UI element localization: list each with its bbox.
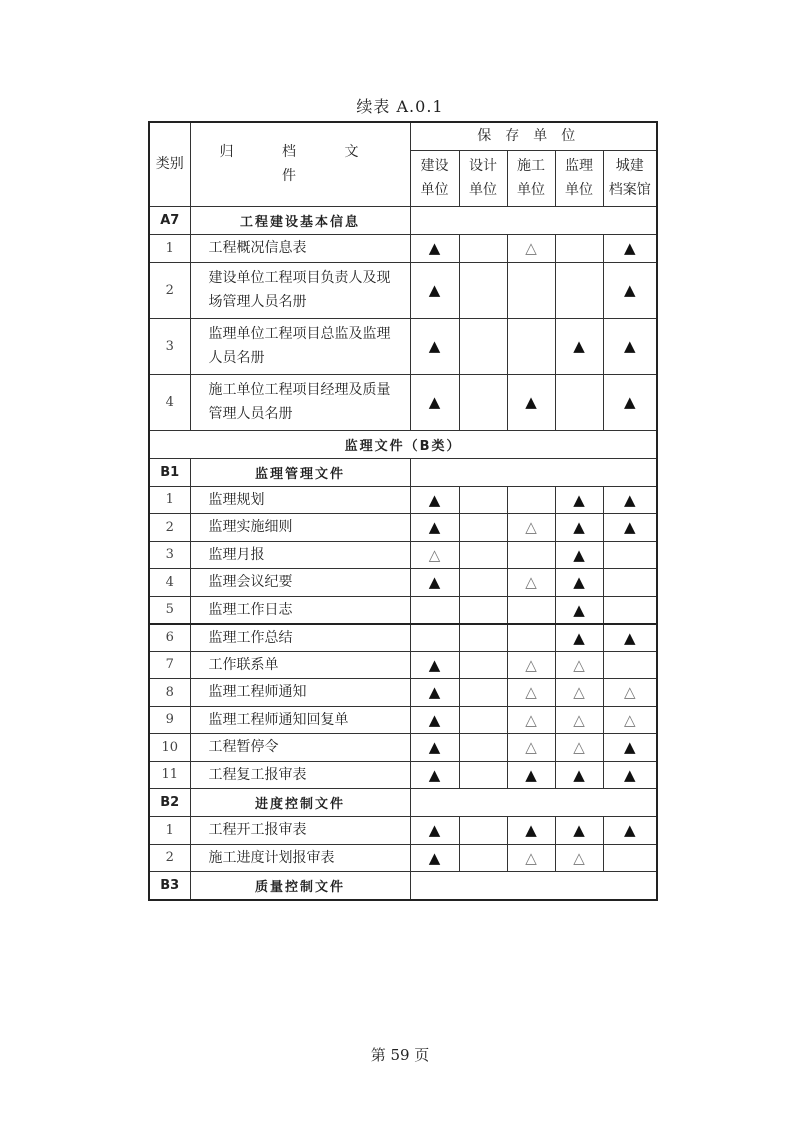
row-mark-3: ▲ [555, 817, 603, 845]
row-number: 4 [149, 569, 190, 597]
row-mark-3: ▲ [555, 514, 603, 542]
row-mark-1 [459, 374, 507, 430]
row-mark-1 [459, 234, 507, 262]
row-mark-1 [459, 318, 507, 374]
row-document-name: 工程暂停令 [190, 734, 410, 762]
row-mark-3: ▲ [555, 624, 603, 652]
row-mark-0: ▲ [410, 651, 459, 679]
row-mark-2: △ [507, 844, 555, 872]
section-row [149, 458, 657, 486]
header-category: 类别 [149, 122, 190, 206]
row-mark-4: ▲ [603, 486, 657, 514]
row-mark-2: ▲ [507, 817, 555, 845]
section-title: 质量控制文件 [190, 872, 410, 900]
row-mark-3: △ [555, 679, 603, 707]
header-storage-units [410, 122, 657, 150]
row-document-name: 监理工作总结 [190, 624, 410, 652]
row-document-name: 监理工程师通知回复单 [190, 706, 410, 734]
row-mark-0: ▲ [410, 486, 459, 514]
table-caption: 续表 A.0.1 [356, 97, 444, 116]
row-number: 2 [149, 844, 190, 872]
row-number: 10 [149, 734, 190, 762]
row-mark-2: △ [507, 514, 555, 542]
row-mark-2: △ [507, 706, 555, 734]
row-mark-3: ▲ [555, 318, 603, 374]
row-mark-3: ▲ [555, 541, 603, 569]
row-number: 3 [149, 541, 190, 569]
row-document-name: 工程概况信息表 [190, 234, 410, 262]
row-mark-0: ▲ [410, 374, 459, 430]
row-mark-0: ▲ [410, 318, 459, 374]
row-mark-0: ▲ [410, 262, 459, 318]
row-mark-2 [507, 596, 555, 624]
row-mark-0: ▲ [410, 817, 459, 845]
row-mark-1 [459, 679, 507, 707]
row-mark-3 [555, 234, 603, 262]
row-number: 4 [149, 374, 190, 430]
row-mark-2 [507, 486, 555, 514]
section-title: 监理管理文件 [190, 458, 410, 486]
row-mark-4 [603, 569, 657, 597]
header-storage-units-label: 保存单位 [477, 128, 590, 145]
row-mark-3: ▲ [555, 486, 603, 514]
row-number: 9 [149, 706, 190, 734]
section-code: A7 [149, 206, 190, 234]
row-mark-0 [410, 596, 459, 624]
row-mark-3: △ [555, 706, 603, 734]
row-mark-0: ▲ [410, 844, 459, 872]
row-mark-1 [459, 624, 507, 652]
row-mark-0: ▲ [410, 761, 459, 789]
row-mark-2: △ [507, 569, 555, 597]
row-mark-2 [507, 318, 555, 374]
row-mark-0: △ [410, 541, 459, 569]
row-number: 1 [149, 486, 190, 514]
row-document-name: 监理规划 [190, 486, 410, 514]
row-mark-2: △ [507, 679, 555, 707]
section-title: 进度控制文件 [190, 789, 410, 817]
section-row [149, 206, 657, 234]
row-mark-3 [555, 262, 603, 318]
category-title-row [149, 430, 657, 458]
row-document-name: 监理工作日志 [190, 596, 410, 624]
table-row [149, 541, 657, 569]
row-mark-0: ▲ [410, 234, 459, 262]
row-number: 5 [149, 596, 190, 624]
row-number: 7 [149, 651, 190, 679]
category-title: 监理文件（B类） [149, 430, 657, 458]
header-row-top [149, 122, 657, 150]
row-mark-2: △ [507, 651, 555, 679]
row-mark-4 [603, 844, 657, 872]
row-document-name: 监理工程师通知 [190, 679, 410, 707]
row-mark-4: ▲ [603, 262, 657, 318]
row-number: 2 [149, 262, 190, 318]
table-row [149, 596, 657, 624]
row-mark-1 [459, 262, 507, 318]
header-unit-2: 施工 单位 [507, 150, 555, 206]
row-mark-4: ▲ [603, 761, 657, 789]
table-row [149, 817, 657, 845]
row-mark-2: △ [507, 234, 555, 262]
header-unit-4: 城建 档案馆 [603, 150, 657, 206]
header-document [190, 122, 410, 206]
header-unit-3: 监理 单位 [555, 150, 603, 206]
table-row [149, 262, 657, 318]
row-mark-1 [459, 734, 507, 762]
row-mark-4: ▲ [603, 514, 657, 542]
row-document-name: 工程开工报审表 [190, 817, 410, 845]
header-unit-1: 设计 单位 [459, 150, 507, 206]
row-mark-1 [459, 541, 507, 569]
row-mark-1 [459, 569, 507, 597]
row-mark-3: ▲ [555, 569, 603, 597]
archive-table [148, 121, 658, 901]
row-document-name: 工作联系单 [190, 651, 410, 679]
section-code: B3 [149, 872, 190, 900]
row-document-name: 施工进度计划报审表 [190, 844, 410, 872]
section-blank [410, 458, 657, 486]
section-blank [410, 206, 657, 234]
section-code: B1 [149, 458, 190, 486]
row-mark-1 [459, 596, 507, 624]
row-document-name: 工程复工报审表 [190, 761, 410, 789]
row-number: 8 [149, 679, 190, 707]
row-mark-4: ▲ [603, 817, 657, 845]
row-document-name: 监理月报 [190, 541, 410, 569]
row-mark-0: ▲ [410, 569, 459, 597]
table-row [149, 318, 657, 374]
row-document-name: 施工单位工程项目经理及质量管理人员名册 [190, 374, 410, 430]
row-document-name: 监理实施细则 [190, 514, 410, 542]
row-mark-0: ▲ [410, 734, 459, 762]
row-mark-2 [507, 262, 555, 318]
row-mark-4: ▲ [603, 624, 657, 652]
table-row [149, 844, 657, 872]
row-mark-4 [603, 596, 657, 624]
section-blank [410, 789, 657, 817]
table-row [149, 761, 657, 789]
row-mark-3: ▲ [555, 596, 603, 624]
table-row [149, 514, 657, 542]
table-row [149, 486, 657, 514]
row-mark-0 [410, 624, 459, 652]
row-mark-1 [459, 761, 507, 789]
page-number: 第 59 页 [370, 1046, 430, 1064]
row-mark-1 [459, 486, 507, 514]
row-mark-1 [459, 706, 507, 734]
row-number: 2 [149, 514, 190, 542]
row-mark-4: ▲ [603, 734, 657, 762]
row-mark-3: △ [555, 734, 603, 762]
row-mark-2: ▲ [507, 761, 555, 789]
row-mark-1 [459, 817, 507, 845]
table-row [149, 374, 657, 430]
table-row [149, 706, 657, 734]
row-mark-1 [459, 651, 507, 679]
row-mark-4 [603, 651, 657, 679]
table-row [149, 651, 657, 679]
row-mark-4: ▲ [603, 318, 657, 374]
row-mark-4: ▲ [603, 374, 657, 430]
header-document-label: 归 档 文 件 [219, 144, 381, 185]
row-number: 1 [149, 817, 190, 845]
row-mark-1 [459, 844, 507, 872]
row-mark-2: △ [507, 734, 555, 762]
row-mark-3 [555, 374, 603, 430]
row-document-name: 建设单位工程项目负责人及现场管理人员名册 [190, 262, 410, 318]
row-mark-4 [603, 541, 657, 569]
row-number: 3 [149, 318, 190, 374]
table-row [149, 734, 657, 762]
table-row [149, 679, 657, 707]
table-row [149, 234, 657, 262]
row-mark-0: ▲ [410, 679, 459, 707]
row-mark-1 [459, 514, 507, 542]
section-title: 工程建设基本信息 [190, 206, 410, 234]
row-mark-0: ▲ [410, 706, 459, 734]
row-number: 1 [149, 234, 190, 262]
row-number: 6 [149, 624, 190, 652]
header-unit-0: 建设 单位 [410, 150, 459, 206]
section-row [149, 789, 657, 817]
table-body [149, 122, 657, 900]
table-row [149, 569, 657, 597]
row-mark-4: △ [603, 679, 657, 707]
table-row [149, 624, 657, 652]
row-mark-3: ▲ [555, 761, 603, 789]
section-row [149, 872, 657, 900]
row-mark-3: △ [555, 844, 603, 872]
row-mark-2 [507, 624, 555, 652]
row-mark-2: ▲ [507, 374, 555, 430]
row-document-name: 监理单位工程项目总监及监理人员名册 [190, 318, 410, 374]
row-number: 11 [149, 761, 190, 789]
row-mark-0: ▲ [410, 514, 459, 542]
row-mark-3: △ [555, 651, 603, 679]
section-code: B2 [149, 789, 190, 817]
row-mark-4: ▲ [603, 234, 657, 262]
row-mark-4: △ [603, 706, 657, 734]
row-mark-2 [507, 541, 555, 569]
section-blank [410, 872, 657, 900]
row-document-name: 监理会议纪要 [190, 569, 410, 597]
